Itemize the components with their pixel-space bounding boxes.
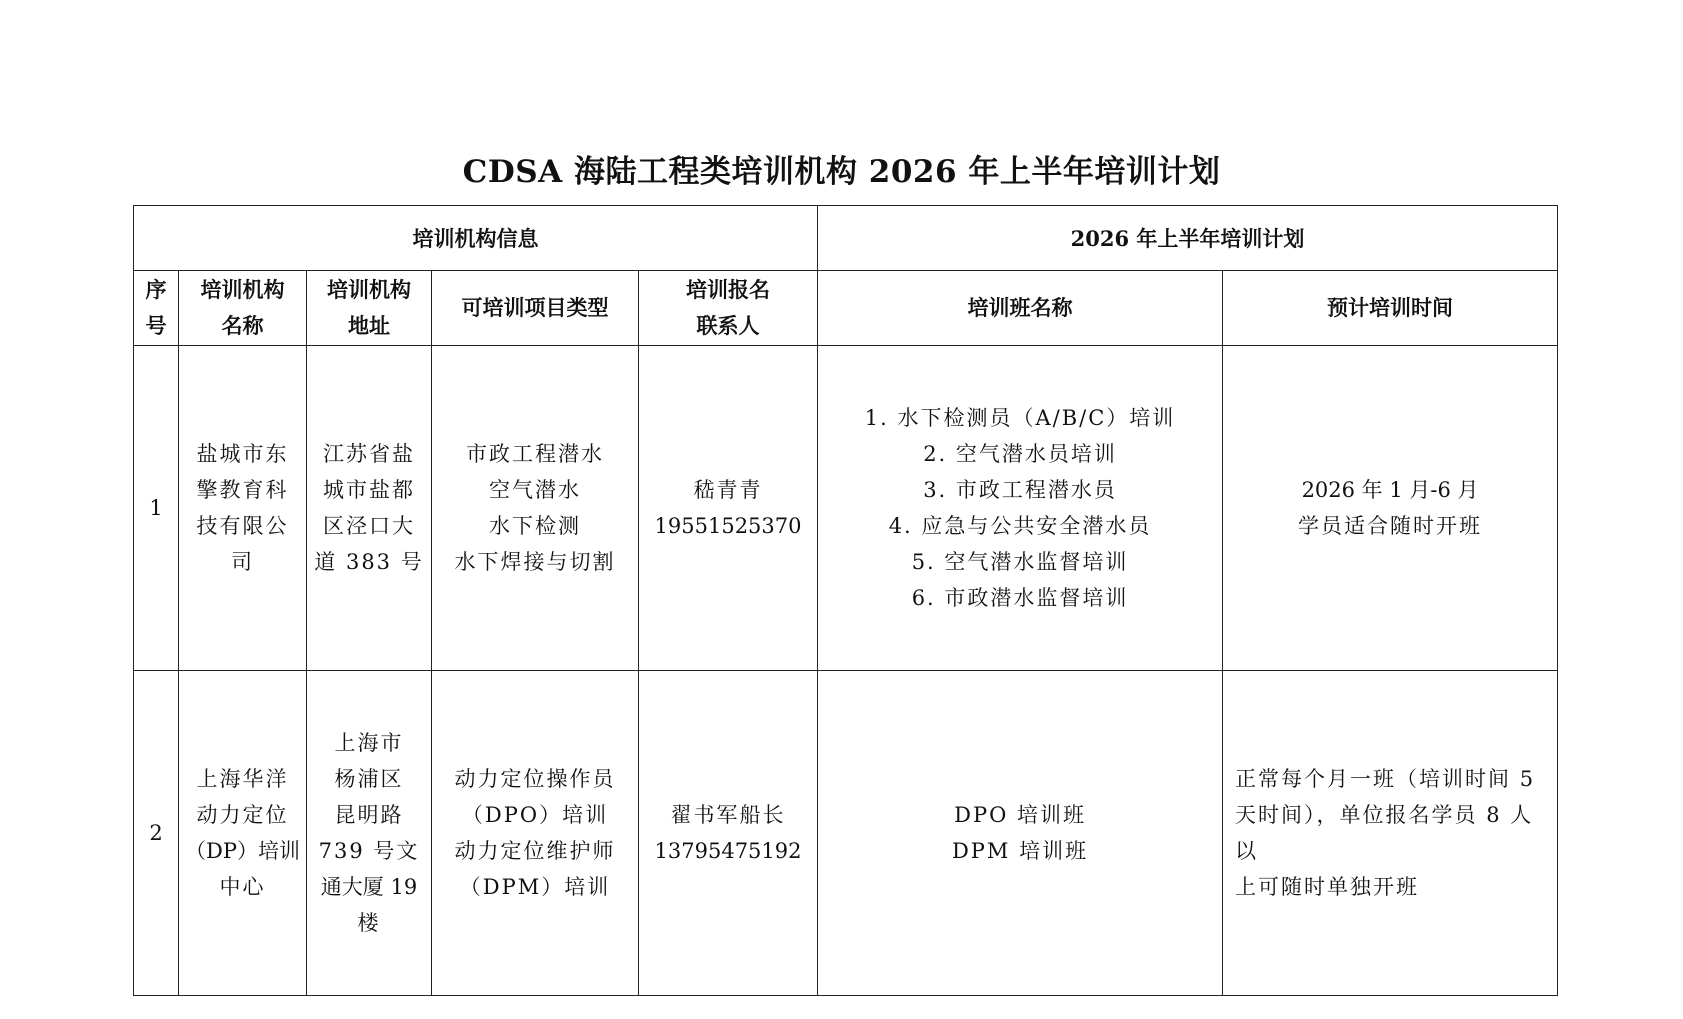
- contact-name: 嵇青青: [693, 478, 763, 502]
- cell-line: 市政工程潜水: [466, 442, 604, 466]
- cell-org-name: [179, 346, 307, 671]
- cell-line: 通大厦 19: [320, 875, 418, 899]
- class-list-item: DPO 培训班: [954, 803, 1086, 827]
- class-list-item: 1. 水下检测员（A/B/C）培训: [864, 406, 1176, 430]
- training-plan-table: [133, 205, 1558, 996]
- cell-line: 杨浦区: [334, 767, 404, 791]
- cell-line: 天时间），单位报名学员 8 人以: [1235, 803, 1534, 863]
- contact-phone: 19551525370: [654, 514, 802, 538]
- column-header-seq: [134, 271, 179, 346]
- cell-line: 擎教育科: [196, 478, 289, 502]
- column-header-project-types: 可培训项目类型: [432, 271, 639, 346]
- cell-line: 道 383 号: [314, 550, 424, 574]
- column-header-contact-line: 联系人: [696, 313, 760, 338]
- cell-org-name: [179, 671, 307, 996]
- cell-org-address: [307, 671, 432, 996]
- cell-line: 上海华洋: [196, 767, 289, 791]
- cell-time: [1223, 671, 1558, 996]
- cell-line: 739 号文: [318, 839, 420, 863]
- cell-line: 动力定位: [196, 803, 289, 827]
- column-header-seq-line: 号: [145, 313, 167, 338]
- cell-class-list: [818, 671, 1223, 996]
- cell-contact: [639, 671, 818, 996]
- cell-seq: 1: [134, 346, 179, 671]
- class-list-item: 4. 应急与公共安全潜水员: [888, 514, 1152, 538]
- table-row: [134, 346, 1558, 671]
- column-header-row: [134, 271, 1558, 346]
- cell-line: 动力定位操作员: [454, 767, 616, 791]
- cell-time: [1223, 346, 1558, 671]
- cell-line: 动力定位维护师: [454, 839, 616, 863]
- group-header-row: [134, 206, 1558, 271]
- column-header-contact-line: 培训报名: [686, 277, 771, 302]
- cell-line: （DPO）培训: [461, 803, 609, 827]
- column-header-org-name: [179, 271, 307, 346]
- table-row: [134, 671, 1558, 996]
- cell-line: 水下焊接与切割: [454, 550, 616, 574]
- class-list-item: 2. 空气潜水员培训: [923, 442, 1117, 466]
- cell-line: 区泾口大: [323, 514, 415, 538]
- cell-line: 司: [231, 550, 254, 574]
- class-list-item: 6. 市政潜水监督培训: [911, 586, 1129, 610]
- class-list-item: 3. 市政工程潜水员: [923, 478, 1117, 502]
- cell-line: 正常每个月一班（培训时间 5: [1235, 767, 1536, 791]
- column-header-time: 预计培训时间: [1223, 271, 1558, 346]
- column-header-class-name: 培训班名称: [818, 271, 1223, 346]
- cell-line: 盐城市东: [196, 442, 289, 466]
- class-list-item: 5. 空气潜水监督培训: [911, 550, 1129, 574]
- cell-project-types: [432, 346, 639, 671]
- column-header-org-name-line: 名称: [221, 313, 264, 338]
- cell-project-types: [432, 671, 639, 996]
- column-header-org-address-line: 培训机构: [327, 277, 411, 302]
- cell-line: 楼: [357, 911, 381, 935]
- cell-org-address: [307, 346, 432, 671]
- cell-line: 中心: [219, 875, 266, 899]
- cell-line: 上可随时单独开班: [1235, 875, 1420, 899]
- group-header-plan: 2026 年上半年培训计划: [818, 206, 1558, 271]
- cell-line: 技有限公: [196, 514, 289, 538]
- class-list-item: DPM 培训班: [951, 839, 1089, 863]
- cell-line: 昆明路: [334, 803, 404, 827]
- cell-line: 上海市: [334, 731, 404, 755]
- cell-class-list: [818, 346, 1223, 671]
- cell-line: （DP）培训: [185, 839, 300, 863]
- cell-line: 学员适合随时开班: [1298, 514, 1483, 538]
- column-header-seq-line: 序: [145, 277, 167, 302]
- group-header-org-info: 培训机构信息: [134, 206, 818, 271]
- contact-phone: 13795475192: [654, 839, 802, 863]
- cell-line: （DPM）培训: [459, 875, 611, 899]
- contact-name: 翟书军船长: [670, 803, 786, 827]
- column-header-org-address: [307, 271, 432, 346]
- cell-contact: [639, 346, 818, 671]
- cell-line: 2026 年 1 月-6 月: [1301, 478, 1479, 502]
- cell-line: 城市盐都: [323, 478, 415, 502]
- column-header-contact: [639, 271, 818, 346]
- column-header-org-name-line: 培训机构: [200, 277, 285, 302]
- cell-seq: 2: [134, 671, 179, 996]
- cell-line: 空气潜水: [489, 478, 581, 502]
- column-header-org-address-line: 地址: [348, 313, 390, 338]
- document-title: CDSA 海陆工程类培训机构 2026 年上半年培训计划: [462, 154, 1221, 190]
- cell-line: 江苏省盐: [323, 442, 415, 466]
- cell-line: 水下检测: [489, 514, 581, 538]
